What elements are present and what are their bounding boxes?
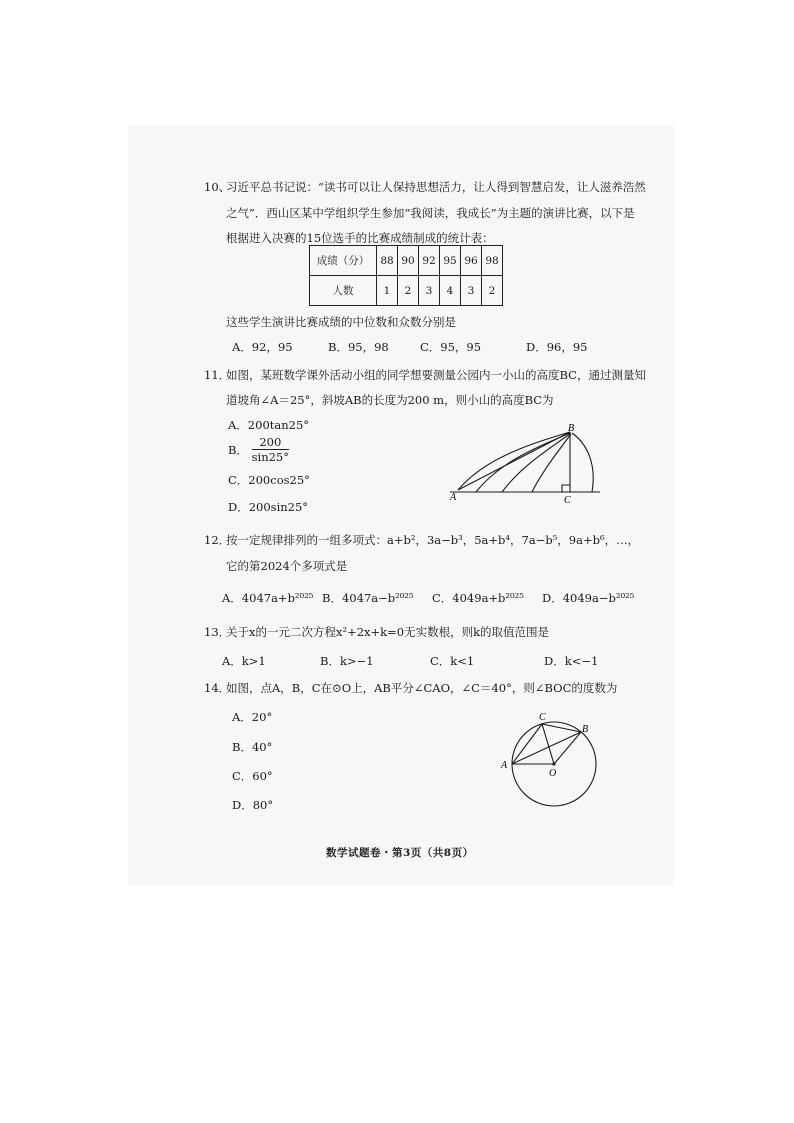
table-row-scores (310, 246, 503, 276)
q10-option-d: D．96，95 (526, 340, 588, 354)
q12-option-d: D．4049a−b²⁰²⁵ (542, 591, 635, 605)
table-header-score: 成绩（分） (310, 246, 377, 276)
table-cell: 3 (461, 276, 482, 306)
q10-line1: 习近平总书记说：“读书可以让人保持思想活力，让人得到智慧启发，让人滋养浩然 (226, 180, 646, 194)
center-point (552, 762, 555, 765)
table-cell: 96 (461, 246, 482, 276)
table-cell: 92 (419, 246, 440, 276)
q12-option-a: A．4047a+b²⁰²⁵ (222, 591, 314, 605)
label-c: C (539, 712, 546, 723)
q11-option-d: D．200sin25° (228, 500, 309, 514)
q13-option-a: A．k>1 (222, 654, 266, 668)
table-header-count: 人数 (310, 276, 377, 306)
q10-option-c: C．95，95 (420, 340, 482, 354)
score-table (309, 245, 503, 306)
table-cell: 2 (398, 276, 419, 306)
q10-question: 这些学生演讲比赛成绩的中位数和众数分别是 (226, 315, 456, 329)
q11-option-b (228, 436, 289, 464)
q12-line1: 按一定规律排列的一组多项式：a+b²，3a−b³，5a+b⁴，7a−b⁵，9a+b⁶，…， (226, 533, 640, 547)
q11-option-a: A．200tan25° (228, 418, 310, 432)
q13-option-c: C．k<1 (430, 654, 475, 668)
label-b: B (568, 423, 575, 434)
table-cell: 1 (377, 276, 398, 306)
q12-option-c: C．4049a+b²⁰²⁵ (432, 591, 524, 605)
q10-option-a: A．92，95 (232, 340, 293, 354)
table-row-counts (310, 276, 503, 306)
segment-ob (554, 732, 581, 764)
segment-co (542, 724, 554, 764)
q10-line2: 之气”．西山区某中学组织学生参加“我阅读，我成长”为主题的演讲比赛，以下是 (226, 206, 635, 220)
q14-option-d: D．80° (232, 798, 274, 812)
q11-line2: 道坡角∠A＝25°，斜坡AB的长度为200 m，则小山的高度BC为 (226, 393, 554, 407)
label-c: C (564, 495, 571, 506)
q13-line1: 关于x的一元二次方程x²+2x+k=0无实数根，则k的取值范围是 (226, 625, 550, 639)
q14-line1: 如图，点A，B，C在⊙O上，AB平分∠CAO，∠C＝40°，则∠BOC的度数为 (226, 681, 618, 695)
q12-line2: 它的第2024个多项式是 (226, 559, 348, 573)
q11-option-b-fraction (252, 436, 289, 464)
table-cell: 2 (482, 276, 503, 306)
q14-option-c: C．60° (232, 769, 273, 783)
q11-option-c: C．200cos25° (228, 473, 310, 487)
q13-option-d: D．k<−1 (544, 654, 599, 668)
table-cell: 98 (482, 246, 503, 276)
q11-line1: 如图，某班数学课外活动小组的同学想要测量公园内一小山的高度BC，通过测量知 (226, 368, 646, 382)
table-cell: 3 (419, 276, 440, 306)
right-angle-mark (562, 485, 570, 492)
label-a: A (501, 760, 508, 771)
label-a: A (450, 492, 457, 503)
q12-number: 12． (204, 533, 231, 547)
table-cell: 88 (377, 246, 398, 276)
slope-diagram (440, 420, 610, 510)
hill-contour (476, 433, 570, 492)
q14-number: 14． (204, 681, 231, 695)
q10-number: 10、 (204, 180, 231, 194)
q10-option-b: B．95，98 (328, 340, 389, 354)
q10-line3: 根据进入决赛的15位选手的比赛成绩制成的统计表： (226, 231, 494, 245)
label-o: O (549, 768, 557, 779)
label-b: B (582, 724, 589, 735)
table-cell: 4 (440, 276, 461, 306)
q14-option-b: B．40° (232, 740, 273, 754)
q13-number: 13． (204, 625, 231, 639)
q13-option-b: B．k>−1 (320, 654, 374, 668)
circle-diagram (498, 706, 608, 810)
fraction-numerator: 200 (252, 436, 289, 450)
page-footer: 数学试题卷・第3页（共8页） (326, 847, 474, 859)
q11-option-b-label: B． (228, 443, 248, 457)
fraction-denominator: sin25° (251, 450, 289, 464)
hill-contour (572, 433, 593, 492)
table-cell: 90 (398, 246, 419, 276)
q14-option-a: A．20° (232, 710, 273, 724)
q11-number: 11． (204, 368, 231, 382)
q12-option-b: B．4047a−b²⁰²⁵ (322, 591, 414, 605)
table-cell: 95 (440, 246, 461, 276)
